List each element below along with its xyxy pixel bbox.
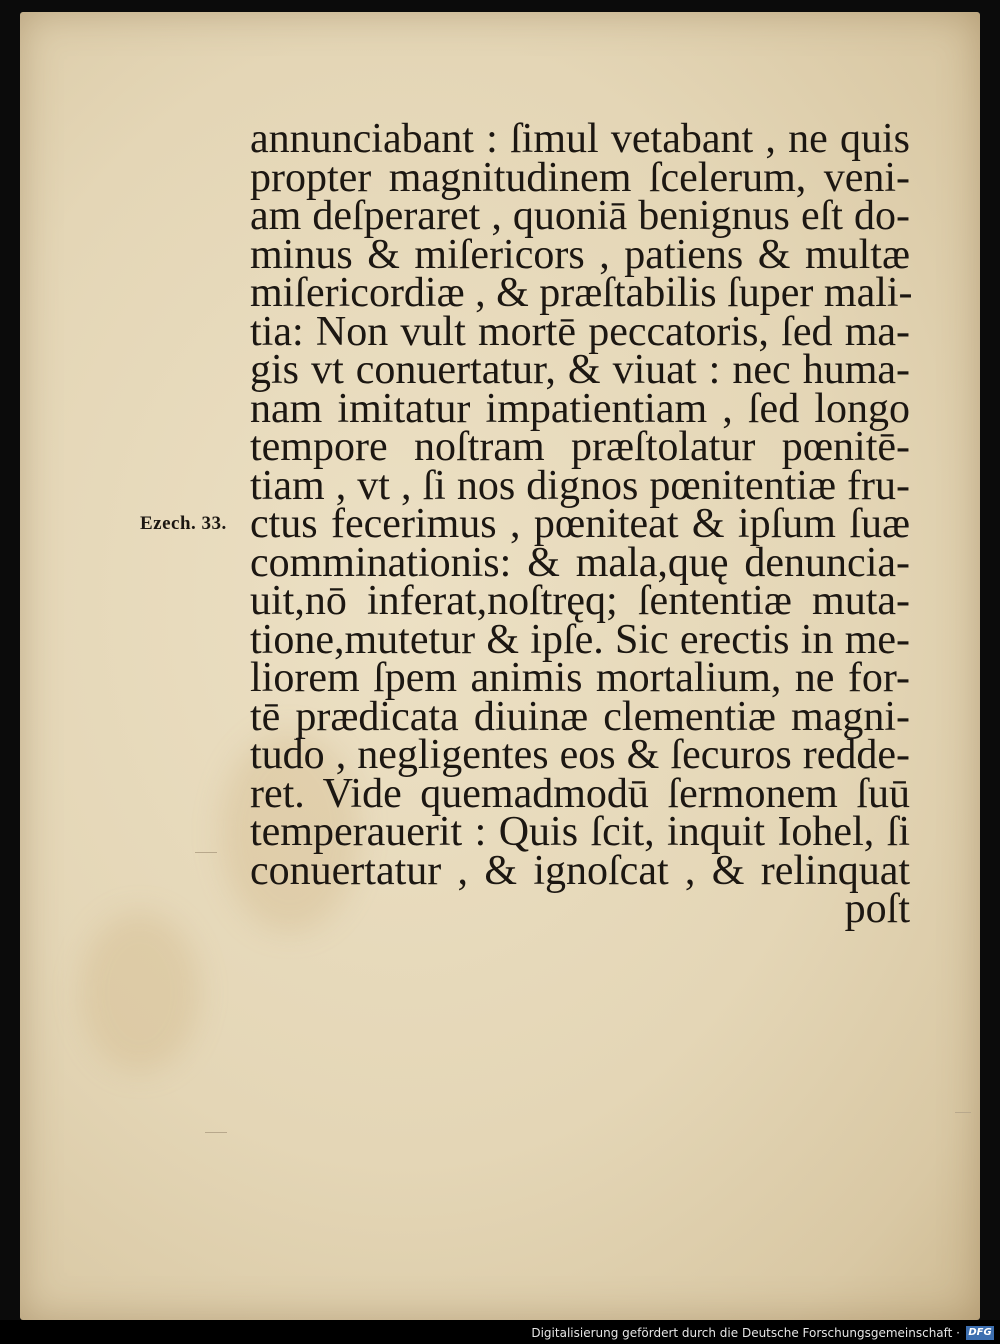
marginal-note: Ezech. 33. xyxy=(140,513,227,534)
funding-credit: Digitalisierung gefördert durch die Deutsche Forschungsgemeinschaft · xyxy=(531,1326,960,1340)
text-line: tione,mutetur & ipſe. Sic erectis in me- xyxy=(250,616,910,663)
text-line: tiam , vt , ſi nos dignos pœnitentiæ fru- xyxy=(250,462,910,509)
text-line: tē prædicata diuinæ clementiæ magni- xyxy=(250,693,910,740)
text-line: uit,nō inferat,noſtręq; ſententiæ muta- xyxy=(250,578,910,624)
text-line: temperauerit : Quis ſcit, inquit Iohel, ſi xyxy=(250,809,910,855)
text-line: liorem ſpem animis mortalium, ne for- xyxy=(250,655,910,701)
text-line: tia: Non vult mortē peccatoris, ſed ma- xyxy=(250,308,910,355)
text-line: tempore noſtram præſtolatur pœnitē- xyxy=(250,424,910,470)
text-line: miſericordiæ , & præſtabilis ſuper mali- xyxy=(250,270,913,316)
text-line: tudo , negligentes eos & ſecuros redde- xyxy=(250,732,910,778)
text-line: gis vt conuertatur, & viuat : nec huma- xyxy=(250,347,910,393)
margin-mark xyxy=(205,1132,227,1133)
text-line: nam imitatur impatientiam , ſed longo xyxy=(250,385,910,432)
catchword: poſt xyxy=(844,886,910,932)
body-text xyxy=(250,116,913,932)
margin-mark xyxy=(955,1112,971,1113)
text-line: annunciabant : ſimul vetabant , ne quis xyxy=(250,116,910,162)
text-line: conuertatur , & ignoſcat , & relinquat xyxy=(250,847,910,894)
text-line: minus & miſericors , patiens & multæ xyxy=(250,231,910,278)
paper-stain xyxy=(80,912,200,1072)
text-line: ctus fecerimus , pœniteat & ipſum ſuæ xyxy=(250,501,910,547)
footer-bar xyxy=(0,1320,1000,1344)
text-line: ret. Vide quemadmodū ſermonem ſuū xyxy=(250,770,910,817)
text-line: comminationis: & mala,quę denuncia- xyxy=(250,539,910,586)
text-line: propter magnitudinem ſcelerum, veni- xyxy=(250,154,910,201)
dfg-logo-icon: DFG xyxy=(966,1326,994,1340)
margin-mark xyxy=(195,852,217,853)
text-line: am deſperaret , quoniā benignus eſt do- xyxy=(250,193,910,239)
